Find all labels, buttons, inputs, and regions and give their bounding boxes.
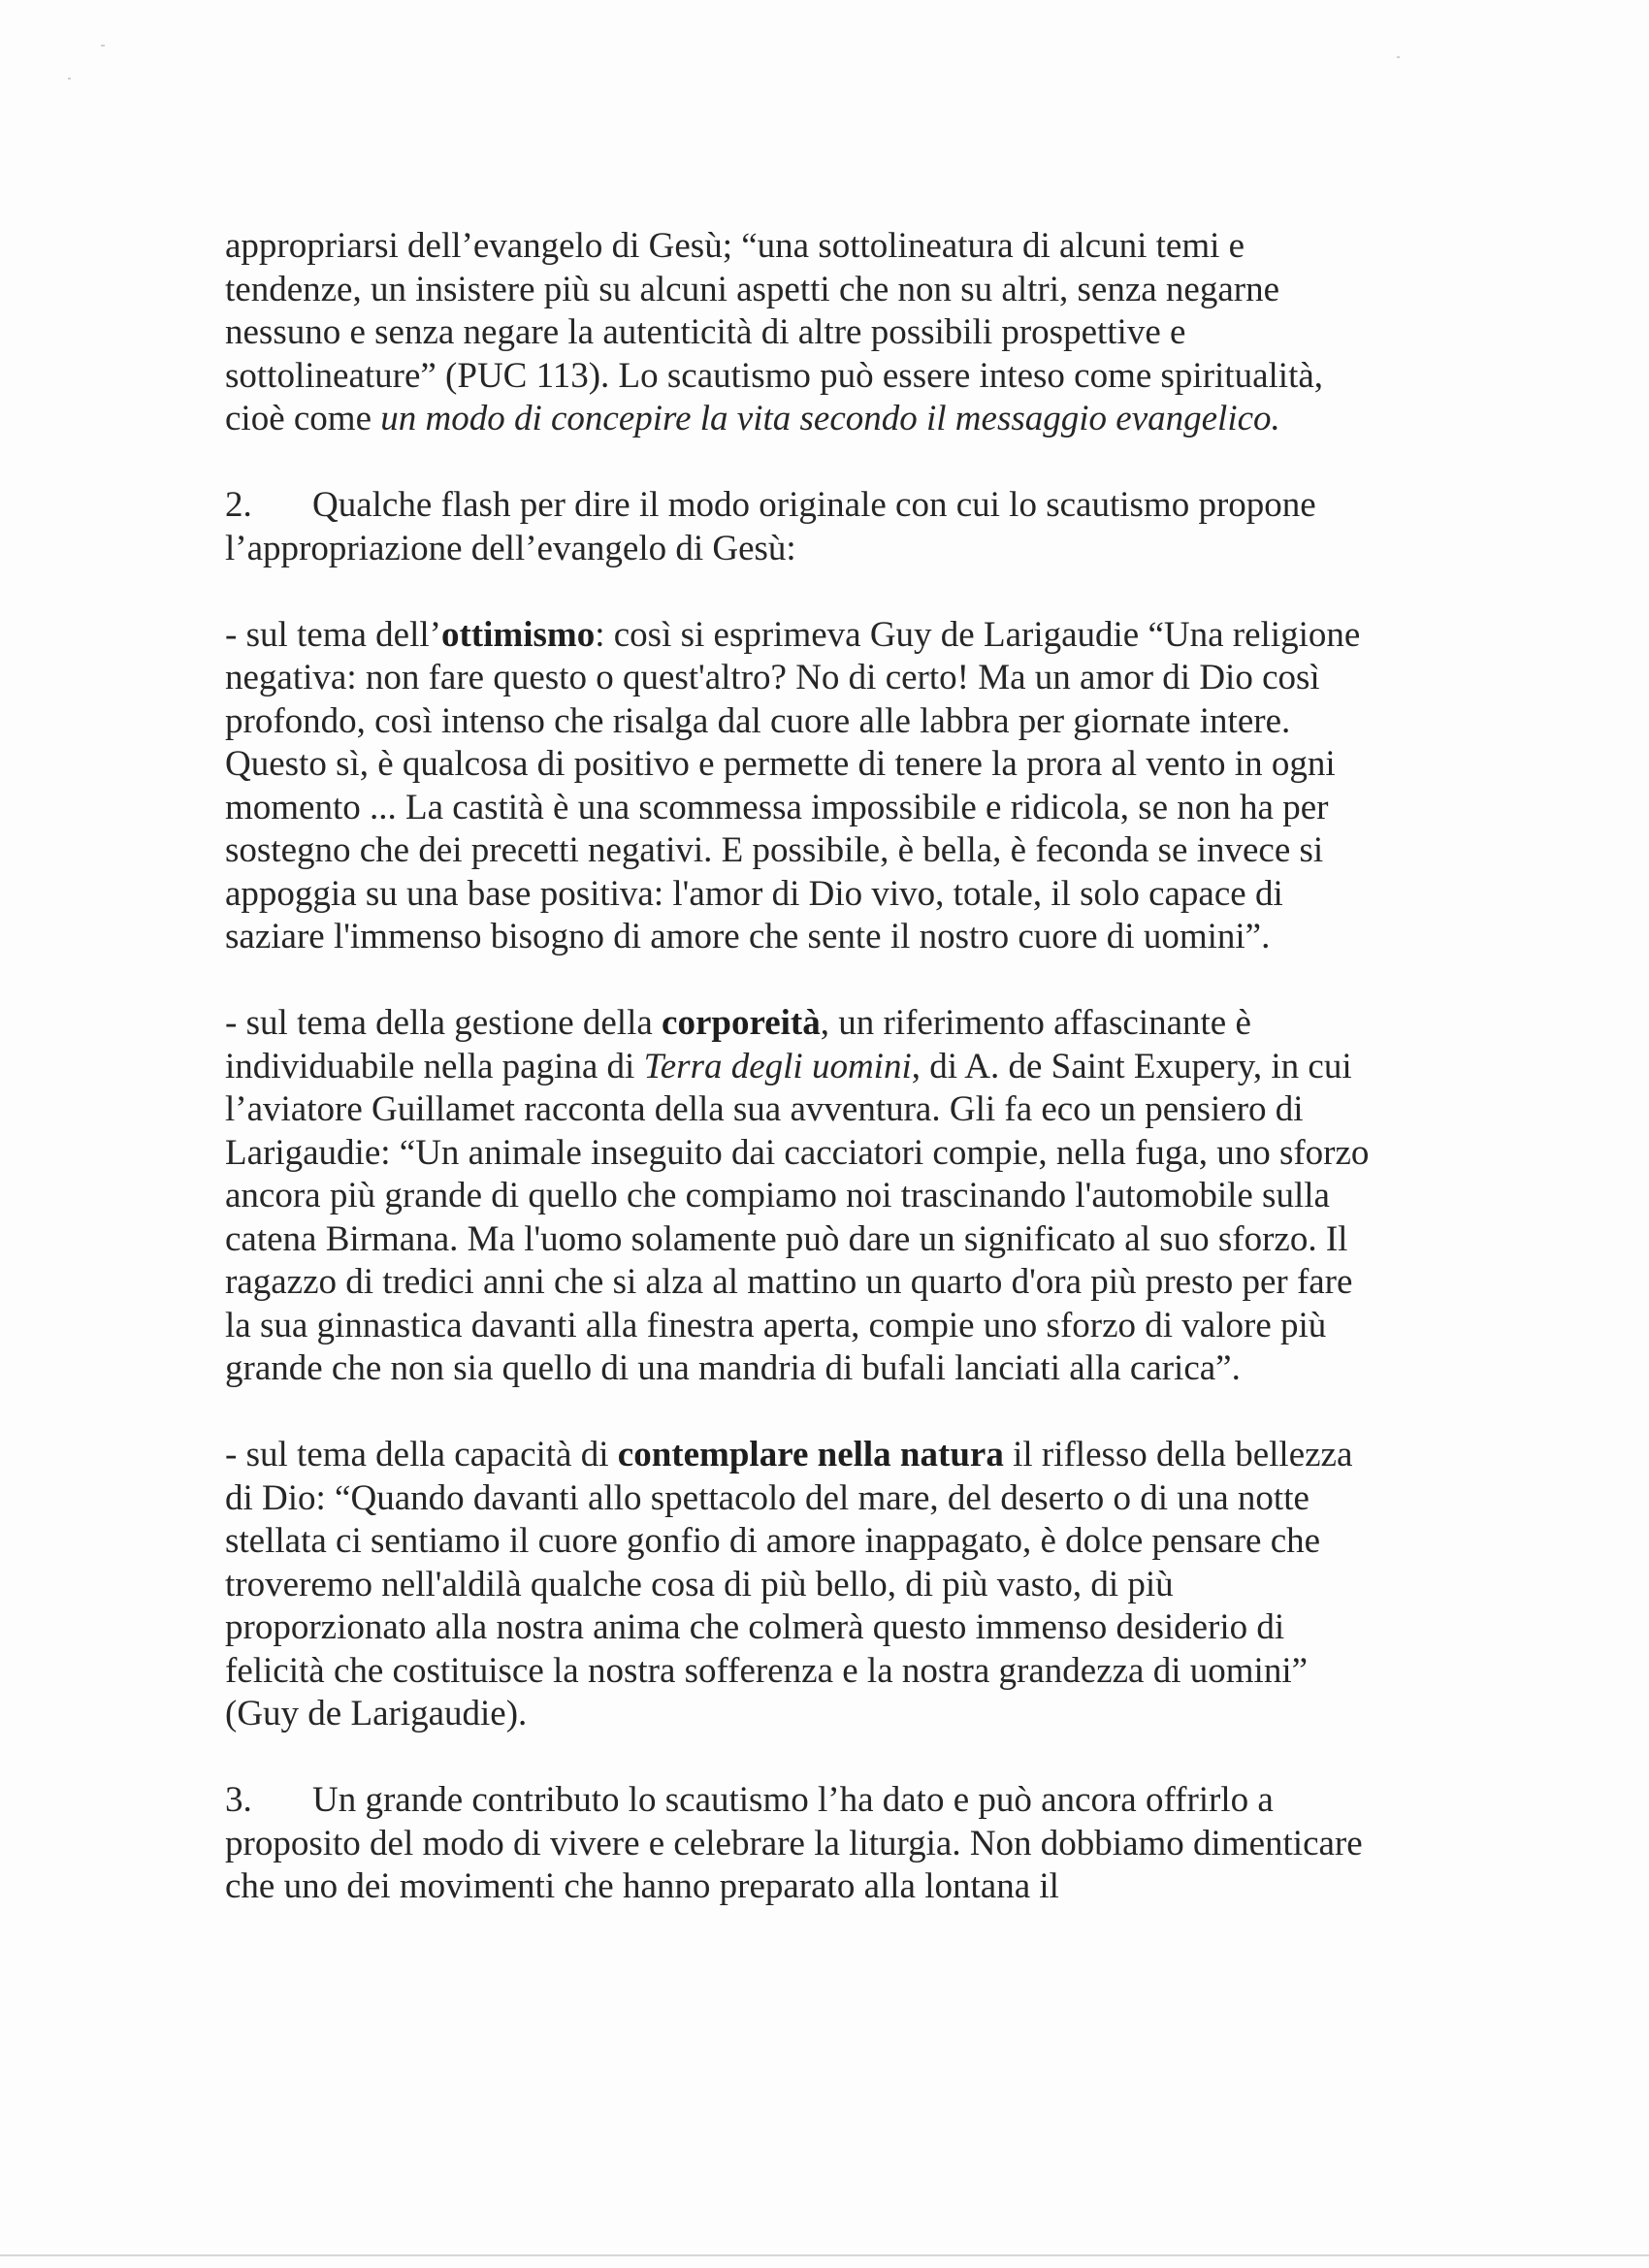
paragraph-ottimismo: [225, 614, 1370, 959]
emphasis-bold: contemplare nella natura: [617, 1435, 1004, 1474]
text-segment: , di A. de Saint Exupery, in cui l’aviatore Guillamet racconta della sua avventura. Gli fa eco un pensiero di Larigaudie: “Un animale inseguito dai cacciatori compie, nella fuga, uno sforzo ancora più grande di quello che compiamo noi trascinando l'automobile sulla catena Birmana. Ma l'uomo solamente può dare un significato al suo sforzo. Il ragazzo di tredici anni che si alza al mattino un quarto d'ora più presto per fare la sua ginnastica davanti alla finestra aperta, compie uno sforzo di valore più grande che non sia quello di una mandria di bufali lanciati alla carica”.: [225, 1046, 1370, 1388]
paragraph-number: 2.: [225, 485, 252, 525]
scan-speck: [68, 78, 71, 80]
text-segment: , un riferimento affascinante è individuabile nella pagina di: [225, 1003, 1251, 1086]
paragraph-2: [225, 484, 1370, 570]
text-segment: - sul tema della gestione della: [225, 1003, 663, 1043]
emphasis-italic: Terra degli uomini: [643, 1046, 912, 1086]
text-segment: : così si esprimeva Guy de Larigaudie “Una religione negativa: non fare questo o quest'altro? No di certo! Ma un amor di Dio così profondo, così intenso che risalga dal cuore alle labbra per giornate intere. Questo sì, è qualcosa di positivo e permette di tenere la prora al vento in ogni momento ... La castità è una scommessa impossibile e ridicola, se non ha per sostegno che dei precetti negativi. E possibile, è bella, è feconda se invece si appoggia su una base positiva: l'amor di Dio vivo, totale, il solo capace di saziare l'immenso bisogno di amore che sente il nostro cuore di uomini”.: [225, 614, 1361, 956]
text-segment: Qualche flash per dire il modo originale con cui lo scautismo propone l’appropriazione dell’evangelo di Gesù:: [225, 485, 1316, 568]
scan-bottom-edge: [0, 2254, 1649, 2256]
text-segment: Un grande contributo lo scautismo l’ha dato e può ancora offrirlo a proposito del modo di vivere e celebrare la liturgia. Non dobbiamo dimenticare che uno dei movimenti che hanno preparato alla lontana il: [225, 1780, 1363, 1906]
text-segment: il riflesso della bellezza di Dio: “Quando davanti allo spettacolo del mare, del deserto o di una notte stellata ci sentiamo il cuore gonfio di amore inappagato, è dolce pensare che troveremo nell'aldilà qualche cosa di più bello, di più vasto, di più proporzionato alla nostra anima che colmerà questo immenso desiderio di felicità che costituisce la nostra sofferenza e la nostra grandezza di uomini” (Guy de Larigaudie).: [225, 1435, 1353, 1733]
text-segment: - sul tema dell’: [225, 614, 441, 655]
emphasis-bold: corporeità: [662, 1003, 821, 1043]
emphasis-italic: un modo di concepire la vita secondo il messaggio evangelico.: [380, 399, 1280, 438]
paragraph-natura: [225, 1434, 1370, 1736]
paragraph-3: [225, 1779, 1370, 1909]
emphasis-bold: ottimismo: [440, 614, 596, 655]
paragraph-intro: [225, 225, 1370, 441]
paragraph-corporeita: [225, 1002, 1370, 1391]
text-segment: appropriarsi dell’evangelo di Gesù; “una sottolineatura di alcuni temi e tendenze, un insistere più su alcuni aspetti che non su altri, senza negarne nessuno e senza negare la autenticità di altre possibili prospettive e sottolineature” (PUC 113). Lo scautismo può essere inteso come spiritualità, cioè come: [225, 226, 1324, 438]
scan-speck: [1397, 56, 1400, 58]
scan-speck: [101, 45, 105, 47]
text-segment: - sul tema della capacità di: [225, 1435, 618, 1474]
paragraph-number: 3.: [225, 1780, 252, 1820]
document-body: [225, 225, 1370, 1909]
